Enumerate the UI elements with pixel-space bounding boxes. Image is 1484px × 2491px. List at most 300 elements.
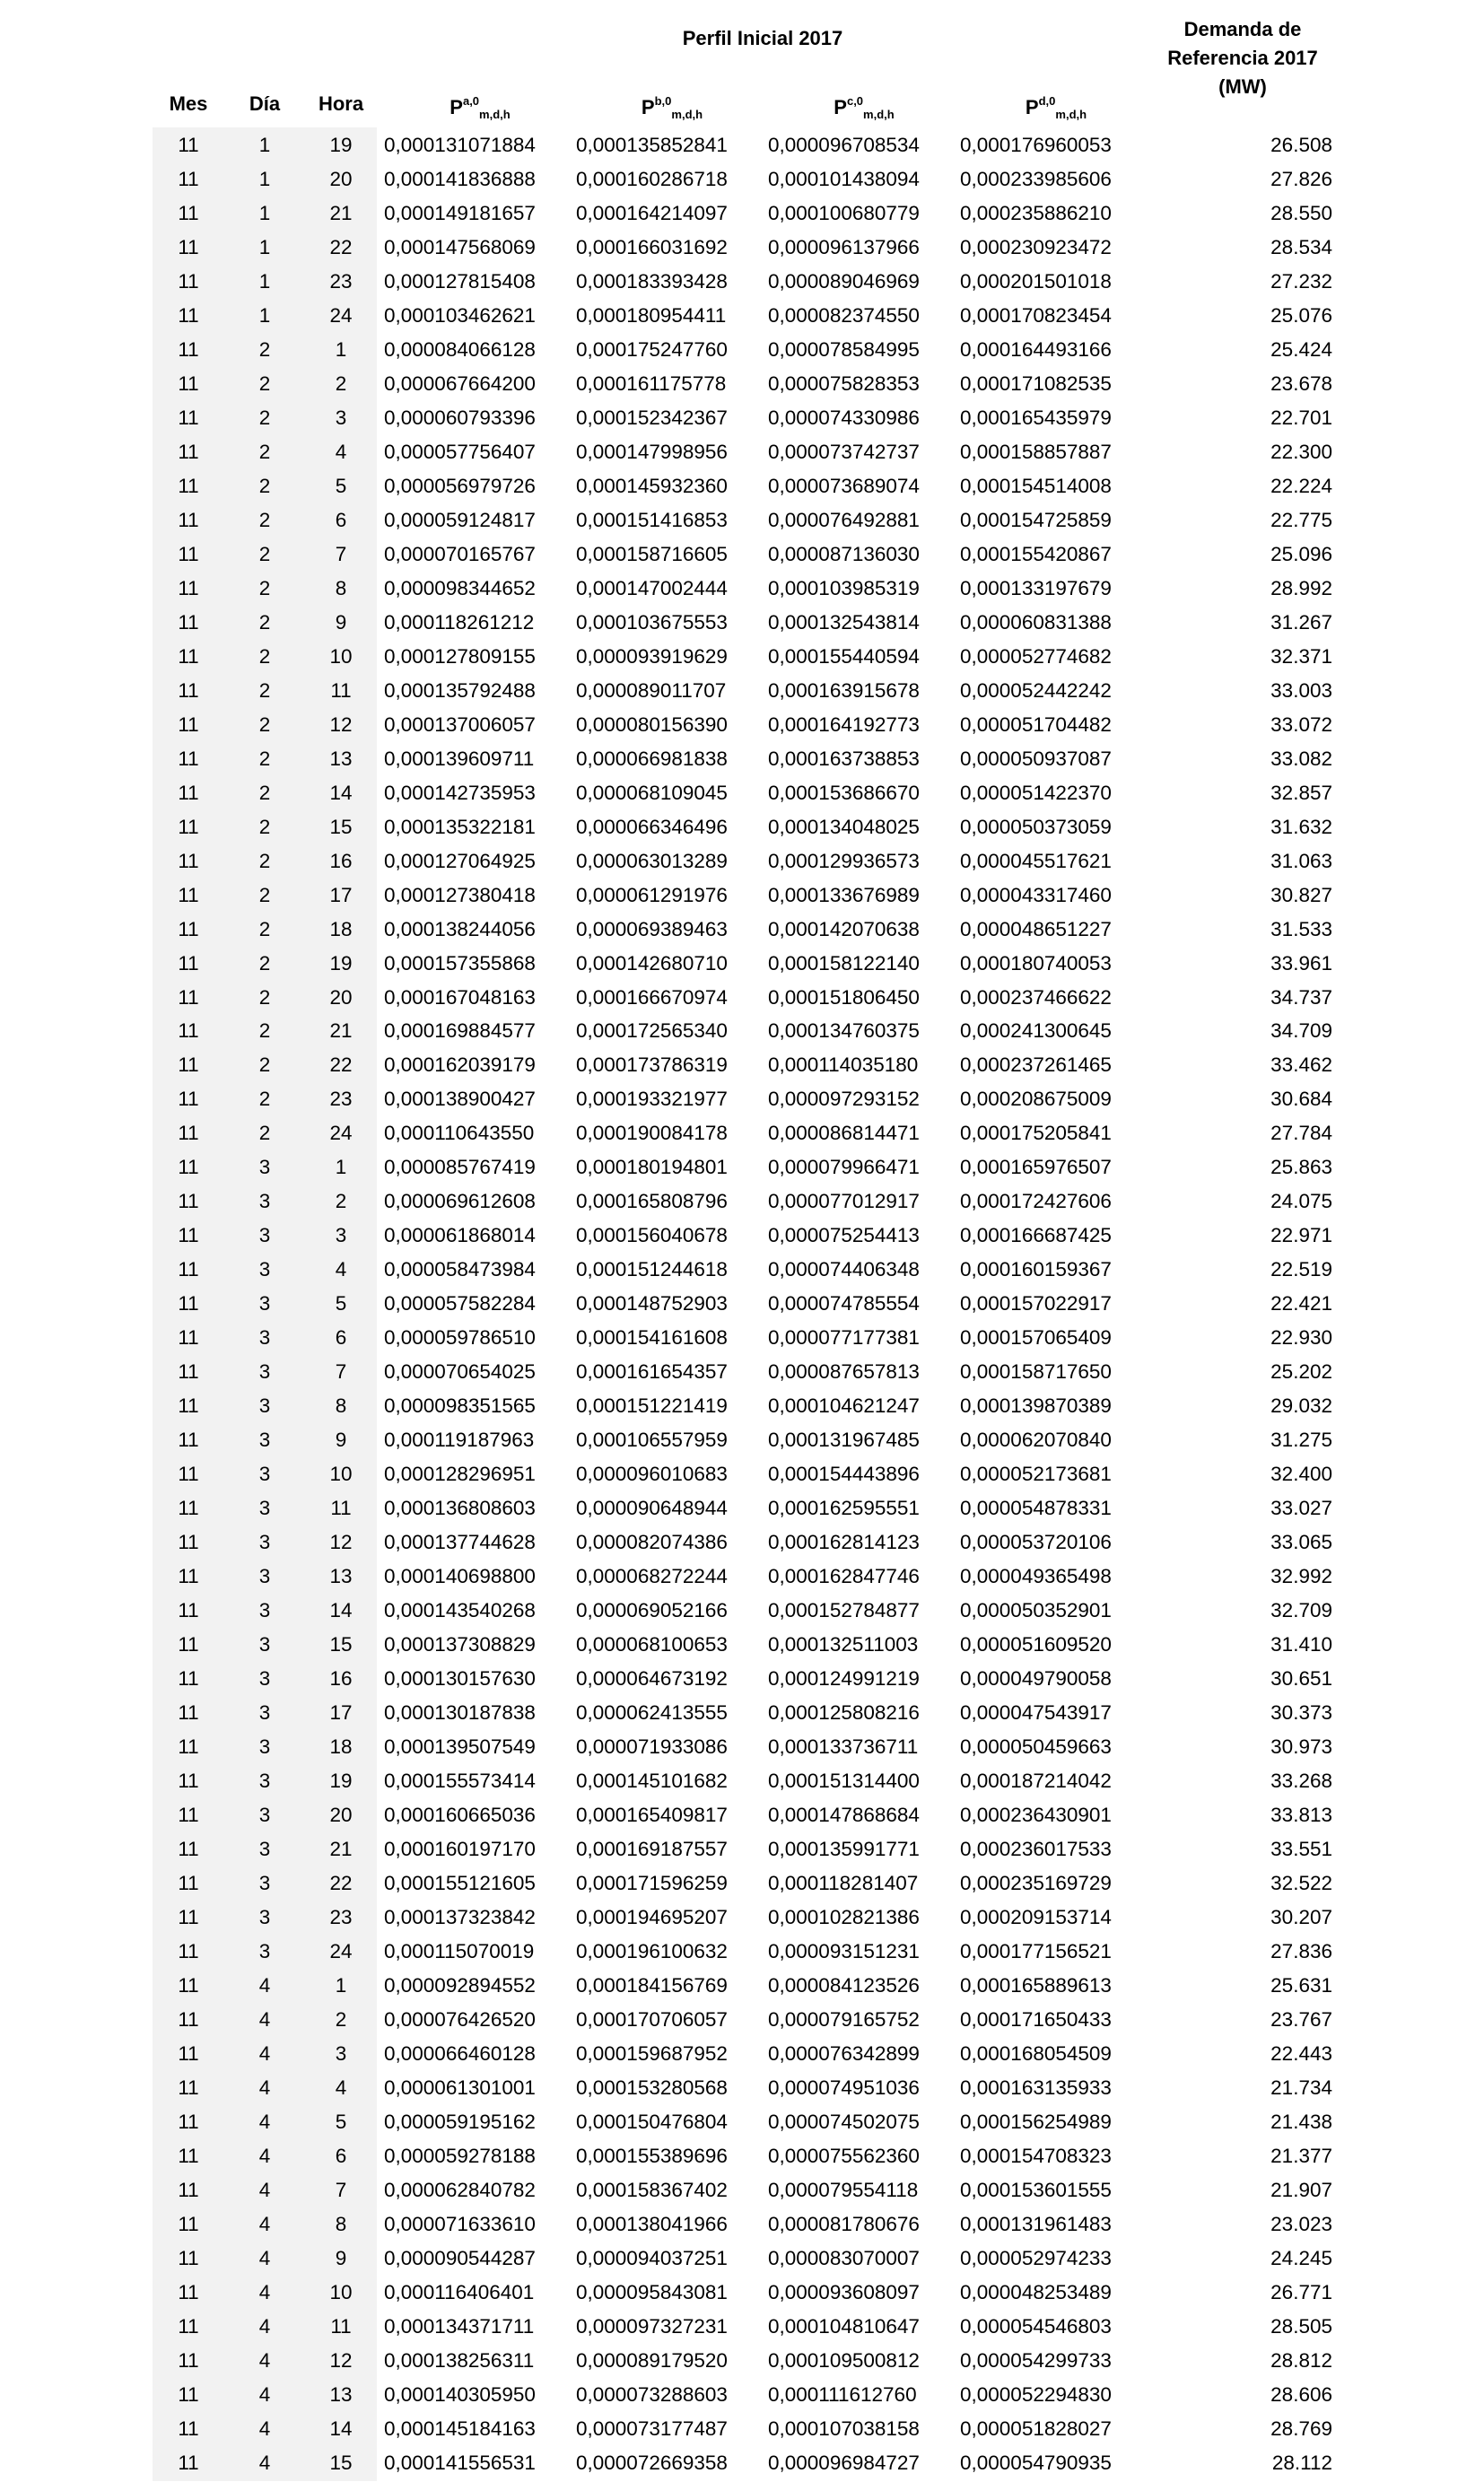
cell-pd: 0,000053720106 [960,1531,1112,1554]
table-row [0,1321,1484,1355]
cell-dia: 4 [258,2417,271,2440]
cell-demanda: 22.224 [1270,474,1332,497]
table-row [0,776,1484,810]
cell-pb: 0,000161654357 [576,1360,728,1384]
table-row [0,1219,1484,1253]
cell-mes: 11 [178,2417,199,2440]
cell-pa: 0,000140305950 [384,2382,536,2406]
table-row [0,981,1484,1015]
cell-pc: 0,000074951036 [768,2076,920,2099]
cell-pc: 0,000131967485 [768,1429,920,1452]
cell-dia: 1 [258,167,271,190]
table-row [0,1594,1484,1628]
cell-pd: 0,000237466622 [960,985,1112,1009]
cell-dia: 4 [258,2110,271,2133]
cell-pd: 0,000209153714 [960,1905,1112,1928]
cell-pc: 0,000104810647 [768,2314,920,2338]
cell-demanda: 29.032 [1270,1394,1332,1418]
cell-demanda: 30.827 [1270,883,1332,906]
cell-dia: 2 [258,542,271,565]
cell-pb: 0,000094037251 [576,2246,728,2269]
cell-mes: 11 [178,2280,199,2303]
cell-pc: 0,000073689074 [768,474,920,497]
cell-hora: 9 [335,2246,347,2269]
cell-pb: 0,000106557959 [576,1429,728,1452]
cell-demanda: 21.438 [1270,2110,1332,2133]
cell-hora: 3 [335,2041,347,2065]
cell-mes: 11 [178,2007,199,2031]
header-pb: P$^{b,0}_{m,d,h}$ [641,94,703,121]
cell-dia: 2 [258,440,271,463]
cell-mes: 11 [178,1156,199,1179]
cell-demanda: 24.245 [1270,2246,1332,2269]
cell-pd: 0,000052442242 [960,678,1112,702]
cell-dia: 4 [258,2076,271,2099]
cell-pb: 0,000069389463 [576,917,728,940]
cell-demanda: 30.684 [1270,1088,1332,1111]
cell-mes: 11 [178,201,199,224]
cell-pc: 0,000162847746 [768,1565,920,1588]
cell-dia: 4 [258,2314,271,2338]
cell-pc: 0,000147868684 [768,1804,920,1827]
cell-pc: 0,000125808216 [768,1701,920,1725]
cell-pb: 0,000155389696 [576,2144,728,2167]
cell-pd: 0,000170823454 [960,303,1112,327]
cell-mes: 11 [178,1973,199,1997]
cell-pd: 0,000154708323 [960,2144,1112,2167]
cell-mes: 11 [178,1429,199,1452]
cell-dia: 4 [258,2348,271,2372]
table-row [0,1901,1484,1935]
cell-pd: 0,000049365498 [960,1565,1112,1588]
cell-pa: 0,000130157630 [384,1667,536,1691]
cell-pb: 0,000170706057 [576,2007,728,2031]
cell-pd: 0,000237261465 [960,1053,1112,1077]
cell-pb: 0,000172565340 [576,1019,728,1043]
cell-pc: 0,000097293152 [768,1088,920,1111]
cell-pd: 0,000241300645 [960,1019,1112,1043]
cell-dia: 1 [258,269,271,293]
cell-hora: 2 [335,2007,347,2031]
table-row [0,333,1484,367]
cell-hora: 8 [335,1394,347,1418]
cell-demanda: 22.421 [1270,1292,1332,1315]
cell-pa: 0,000110643550 [384,1122,535,1145]
cell-pd: 0,000171082535 [960,371,1112,395]
cell-demanda: 22.300 [1270,440,1332,463]
cell-pb: 0,000089011707 [576,678,727,702]
cell-pc: 0,000133736711 [768,1735,919,1759]
cell-pa: 0,000066460128 [384,2041,536,2065]
table-row [0,1560,1484,1594]
cell-pc: 0,000075562360 [768,2144,920,2167]
cell-hora: 22 [329,1871,353,1894]
cell-pc: 0,000163738853 [768,747,920,770]
cell-pc: 0,000134760375 [768,1019,920,1043]
cell-hora: 23 [329,1088,353,1111]
cell-pa: 0,000142735953 [384,781,536,804]
cell-demanda: 25.076 [1270,303,1332,327]
cell-pd: 0,000235886210 [960,201,1112,224]
cell-dia: 3 [258,1463,271,1486]
cell-demanda: 25.096 [1270,542,1332,565]
cell-pa: 0,000160665036 [384,1804,536,1827]
cell-demanda: 32.400 [1270,1463,1332,1486]
table-row [0,2412,1484,2446]
cell-pb: 0,000161175778 [576,371,727,395]
cell-demanda: 32.857 [1270,781,1332,804]
cell-pd: 0,000052774682 [960,644,1112,668]
table-row [0,299,1484,333]
cell-pa: 0,000131071884 [384,134,536,156]
cell-demanda: 33.551 [1270,1838,1332,1860]
cell-dia: 3 [258,1871,271,1894]
cell-pb: 0,000194695207 [576,1905,728,1928]
cell-mes: 11 [178,985,199,1009]
cell-pd: 0,000208675009 [960,1088,1112,1111]
table-row [0,1764,1484,1798]
cell-mes: 11 [178,2178,199,2201]
cell-hora: 1 [335,1156,347,1179]
table-row [0,1253,1484,1287]
cell-demanda: 27.232 [1270,269,1332,293]
cell-pc: 0,000075254413 [768,1224,920,1247]
cell-dia: 4 [258,2178,271,2201]
table-row [0,2071,1484,2105]
cell-mes: 11 [178,815,199,838]
cell-dia: 2 [258,1053,271,1077]
cell-pa: 0,000098351565 [384,1394,536,1418]
cell-pd: 0,000048651227 [960,917,1112,940]
table-row [0,2276,1484,2310]
table-row [0,1525,1484,1560]
cell-pd: 0,000154725859 [960,508,1112,531]
cell-dia: 3 [258,1326,271,1350]
table-row [0,1287,1484,1321]
cell-pb: 0,000095843081 [576,2280,728,2303]
cell-demanda: 23.678 [1270,371,1332,395]
cell-pb: 0,000184156769 [576,1973,728,1997]
cell-pd: 0,000160159367 [960,1258,1112,1281]
cell-dia: 3 [258,1838,271,1860]
cell-pa: 0,000067664200 [384,371,536,395]
cell-pd: 0,000175205841 [960,1122,1112,1145]
table-row [0,435,1484,469]
cell-demanda: 34.709 [1270,1019,1332,1043]
cell-hora: 2 [335,1190,347,1213]
cell-pa: 0,000138244056 [384,917,536,940]
cell-pb: 0,000151221419 [576,1394,728,1418]
cell-pb: 0,000151244618 [576,1258,728,1281]
demand-title-line-3: (MW) [1218,75,1267,98]
cell-pa: 0,000092894552 [384,1973,536,1997]
cell-hora: 9 [335,1429,347,1452]
cell-demanda: 22.701 [1270,406,1332,429]
cell-pa: 0,000140698800 [384,1565,536,1588]
cell-hora: 5 [335,1292,347,1315]
table-row [0,810,1484,844]
cell-hora: 6 [335,2144,347,2167]
cell-demanda: 31.063 [1270,849,1332,872]
cell-mes: 11 [178,337,199,361]
cell-mes: 11 [178,610,199,634]
cell-dia: 2 [258,917,271,940]
cell-pc: 0,000164192773 [768,712,920,736]
table-row [0,1389,1484,1423]
cell-pc: 0,000079554118 [768,2178,919,2201]
cell-pb: 0,000164214097 [576,201,728,224]
cell-pa: 0,000119187963 [384,1429,535,1452]
cell-pd: 0,000165976507 [960,1156,1112,1179]
cell-mes: 11 [178,440,199,463]
cell-hora: 18 [329,917,353,940]
cell-pb: 0,000153280568 [576,2076,728,2099]
cell-mes: 11 [178,883,199,906]
cell-pb: 0,000062413555 [576,1701,728,1725]
cell-dia: 3 [258,1735,271,1759]
cell-pa: 0,000059786510 [384,1326,536,1350]
cell-dia: 3 [258,1429,271,1452]
cell-hora: 12 [329,1531,353,1554]
cell-pa: 0,000138900427 [384,1088,536,1111]
cell-pa: 0,000160197170 [384,1838,536,1860]
cell-hora: 13 [329,1565,353,1588]
cell-pd: 0,000164493166 [960,337,1112,361]
cell-pd: 0,000054299733 [960,2348,1112,2372]
cell-pa: 0,000056979726 [384,474,536,497]
cell-hora: 22 [329,235,353,258]
table-row [0,1355,1484,1389]
cell-pa: 0,000137323842 [384,1905,536,1928]
cell-pd: 0,000051828027 [960,2417,1112,2440]
cell-mes: 11 [178,1463,199,1486]
cell-pa: 0,000138256311 [384,2348,535,2372]
cell-pa: 0,000135322181 [384,815,536,838]
cell-demanda: 33.082 [1270,747,1332,770]
cell-demanda: 21.377 [1270,2144,1332,2167]
cell-dia: 2 [258,1088,271,1111]
cell-pc: 0,000074406348 [768,1258,920,1281]
cell-demanda: 25.631 [1270,1973,1332,1997]
table-row [0,1969,1484,2003]
table-row [0,2378,1484,2412]
cell-dia: 3 [258,1701,271,1725]
table-row [0,1866,1484,1901]
cell-mes: 11 [178,644,199,668]
cell-pd: 0,000158857887 [960,440,1112,463]
cell-mes: 11 [178,2348,199,2372]
cell-dia: 3 [258,1770,271,1793]
cell-demanda: 32.709 [1270,1599,1332,1622]
cell-hora: 5 [335,474,347,497]
cell-pb: 0,000080156390 [576,712,728,736]
cell-demanda: 33.072 [1270,712,1332,736]
cell-hora: 1 [335,1973,347,1997]
cell-pc: 0,000083070007 [768,2246,920,2269]
cell-demanda: 22.930 [1270,1326,1332,1350]
cell-dia: 3 [258,1565,271,1588]
cell-dia: 4 [258,2280,271,2303]
cell-mes: 11 [178,134,199,156]
cell-pb: 0,000193321977 [576,1088,728,1111]
table-row [0,606,1484,640]
cell-mes: 11 [178,1019,199,1043]
cell-pc: 0,000074330986 [768,406,920,429]
cell-pc: 0,000109500812 [768,2348,920,2372]
cell-demanda: 33.462 [1270,1053,1332,1077]
cell-pd: 0,000050373059 [960,815,1112,838]
cell-dia: 2 [258,951,271,975]
cell-pc: 0,000153686670 [768,781,920,804]
cell-pd: 0,000236017533 [960,1838,1112,1860]
cell-pa: 0,000084066128 [384,337,536,361]
table-row [0,2173,1484,2207]
cell-pb: 0,000068109045 [576,781,728,804]
header-dia: Día [249,92,281,115]
cell-hora: 11 [330,678,352,702]
cell-demanda: 22.443 [1270,2041,1332,2065]
cell-pc: 0,000102821386 [768,1905,920,1928]
table-row [0,1832,1484,1866]
table-row [0,128,1484,162]
cell-dia: 1 [258,235,271,258]
cell-demanda: 27.784 [1270,1122,1332,1145]
cell-dia: 2 [258,371,271,395]
cell-dia: 4 [258,2144,271,2167]
cell-hora: 14 [329,781,353,804]
cell-pc: 0,000093151231 [768,1939,920,1962]
cell-pd: 0,000153601555 [960,2178,1112,2201]
cell-pb: 0,000068272244 [576,1565,728,1588]
table-row [0,367,1484,401]
cell-pa: 0,000127064925 [384,849,536,872]
cell-demanda: 30.973 [1270,1735,1332,1759]
cell-pc: 0,000158122140 [768,951,920,975]
table-row [0,1491,1484,1525]
cell-pc: 0,000078584995 [768,337,920,361]
cell-pa: 0,000139609711 [384,747,535,770]
table-row [0,503,1484,538]
cell-pb: 0,000068100653 [576,1633,728,1656]
cell-mes: 11 [178,1122,199,1145]
cell-hora: 7 [335,1360,347,1384]
cell-pa: 0,000057756407 [384,440,536,463]
table-row [0,1150,1484,1184]
cell-dia: 4 [258,2451,271,2474]
cell-pa: 0,000141556531 [384,2451,536,2474]
cell-pa: 0,000141836888 [384,167,536,190]
table-row [0,1662,1484,1696]
cell-demanda: 22.971 [1270,1224,1332,1247]
cell-hora: 19 [329,1770,353,1793]
cell-mes: 11 [178,1939,199,1962]
table-row [0,640,1484,674]
header-pa: P$^{a,0}_{m,d,h}$ [450,94,511,121]
cell-pc: 0,000074502075 [768,2110,920,2133]
cell-demanda: 34.737 [1270,985,1332,1009]
cell-mes: 11 [178,1633,199,1656]
cell-pa: 0,000098344652 [384,576,536,599]
cell-hora: 10 [329,1463,353,1486]
cell-demanda: 23.767 [1270,2007,1332,2031]
table-row [0,538,1484,572]
cell-pa: 0,000162039179 [384,1053,536,1077]
cell-pc: 0,000079966471 [768,1156,920,1179]
cell-demanda: 26.771 [1270,2280,1332,2303]
cell-pb: 0,000159687952 [576,2041,728,2065]
cell-hora: 23 [329,269,353,293]
cell-pb: 0,000150476804 [576,2110,728,2133]
cell-pb: 0,000165808796 [576,1190,728,1213]
cell-pc: 0,000151314400 [768,1770,920,1793]
cell-pd: 0,000051704482 [960,712,1112,736]
table-row [0,1082,1484,1116]
cell-hora: 15 [329,815,353,838]
cell-pa: 0,000060793396 [384,406,536,429]
cell-pc: 0,000163915678 [768,678,920,702]
cell-pb: 0,000166670974 [576,985,728,1009]
cell-dia: 4 [258,2041,271,2065]
cell-pa: 0,000127815408 [384,269,536,293]
cell-pd: 0,000052173681 [960,1463,1112,1486]
cell-pb: 0,000171596259 [576,1871,728,1894]
cell-dia: 3 [258,1599,271,1622]
cell-demanda: 28.112 [1271,2451,1332,2474]
cell-pa: 0,000147568069 [384,235,536,258]
cell-pd: 0,000157065409 [960,1326,1112,1350]
cell-pb: 0,000103675553 [576,610,728,634]
cell-demanda: 21.907 [1270,2178,1332,2201]
cell-dia: 3 [258,1360,271,1384]
cell-pa: 0,000145184163 [384,2417,536,2440]
cell-hora: 22 [329,1053,353,1077]
cell-pc: 0,000154443896 [768,1463,920,1486]
cell-pb: 0,000145101682 [576,1770,728,1793]
table-row [0,1730,1484,1764]
cell-mes: 11 [178,235,199,258]
cell-pa: 0,000137744628 [384,1531,536,1554]
cell-pd: 0,000051422370 [960,781,1112,804]
cell-mes: 11 [178,1735,199,1759]
cell-pd: 0,000180740053 [960,951,1112,975]
cell-pb: 0,000082074386 [576,1531,728,1554]
cell-hora: 16 [329,1667,353,1691]
cell-mes: 11 [178,1360,199,1384]
table-row [0,1184,1484,1219]
table-row [0,265,1484,299]
cell-pa: 0,000136808603 [384,1497,536,1520]
cell-pd: 0,000168054509 [960,2041,1112,2065]
table-row [0,572,1484,606]
cell-hora: 19 [329,134,353,156]
cell-mes: 11 [178,1258,199,1281]
table-row [0,878,1484,913]
cell-pc: 0,000096984727 [768,2451,920,2474]
cell-pd: 0,000230923472 [960,235,1112,258]
cell-mes: 11 [178,1224,199,1247]
cell-pc: 0,000132543814 [768,610,920,634]
table-row [0,844,1484,878]
cell-pb: 0,000142680710 [576,951,728,975]
cell-mes: 11 [178,508,199,531]
cell-hora: 24 [329,303,353,327]
cell-pb: 0,000089179520 [576,2348,728,2372]
cell-pa: 0,000058473984 [384,1258,536,1281]
cell-pc: 0,000111612760 [768,2382,917,2406]
cell-pb: 0,000165409817 [576,1804,728,1827]
cell-dia: 2 [258,406,271,429]
cell-mes: 11 [178,678,199,702]
